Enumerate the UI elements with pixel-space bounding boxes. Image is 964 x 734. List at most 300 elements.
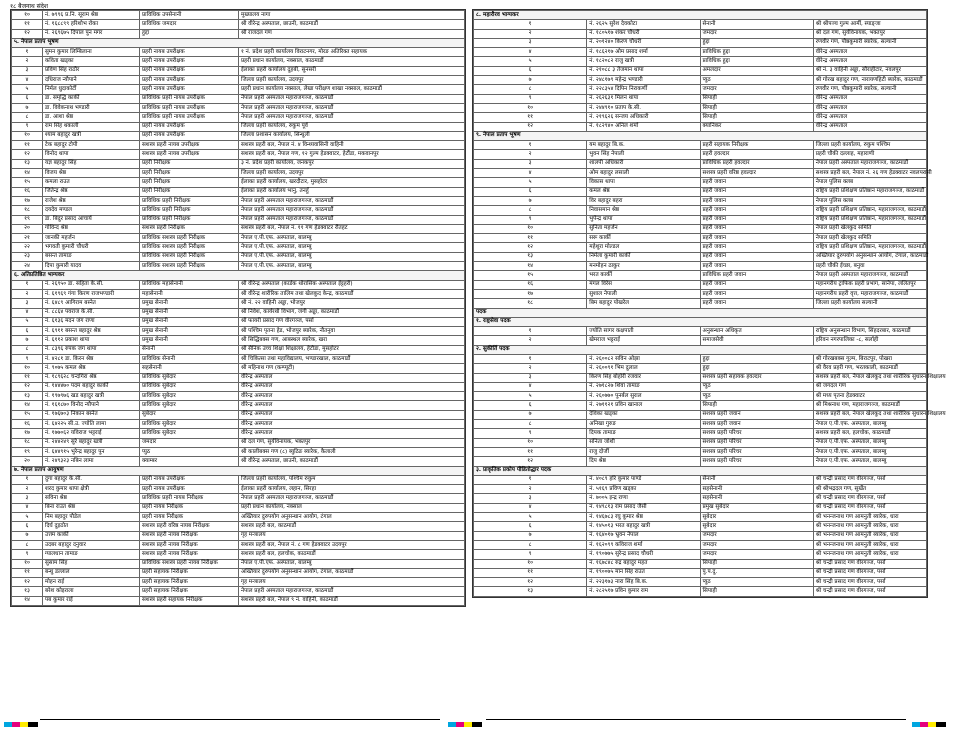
rank: सशस्त्र प्रहरी नायब निरीक्षक xyxy=(140,540,239,549)
row-number: २३ xyxy=(12,252,43,261)
table-row xyxy=(12,336,465,345)
table-row xyxy=(12,420,465,429)
row-number: ८ xyxy=(12,540,43,549)
row-number: ११ xyxy=(474,234,587,243)
table-row xyxy=(474,187,927,196)
recipient-name: डा. आशा श्रेष्ठ xyxy=(43,113,140,122)
recipient-name: बसन्त तामाङ xyxy=(43,252,140,261)
table-row xyxy=(474,206,927,215)
table-row xyxy=(12,494,465,503)
recipient-name: दिर्घ दुइठोत xyxy=(43,522,140,531)
recipient-name: कमल श्रेष्ठ xyxy=(587,187,700,196)
row-number: १८ xyxy=(12,206,43,215)
table-row xyxy=(12,429,465,438)
row-number: ४ xyxy=(474,503,587,512)
rank: सशस्त्र प्रहरी वरिष्ठ हवल्दार xyxy=(700,169,813,178)
row-number: ३ xyxy=(12,66,43,75)
table-row xyxy=(474,280,927,289)
row-number: ५ xyxy=(474,513,587,522)
recipient-name: बिम बहादुर पोखरेल xyxy=(587,299,700,308)
row-number: १६ xyxy=(474,280,587,289)
rank: प्रहरी जवान xyxy=(700,178,813,187)
table-row xyxy=(474,20,927,29)
recipient-name: सुसाम सिंह xyxy=(43,559,140,568)
rank: हुद्दा xyxy=(700,38,813,47)
rank: प्रहरी जवान xyxy=(700,243,813,252)
table-row xyxy=(12,252,465,261)
rank: प्राविधिक प्रहरी नायब उपरीक्षक xyxy=(140,94,239,103)
rank: प्रहरी जवान xyxy=(700,224,813,233)
rank: प्रहरी हवल्दार xyxy=(700,150,813,159)
rank: प्रहरी नायब उपरीक्षक xyxy=(140,48,239,57)
table-row xyxy=(12,131,465,140)
unit-office: ईलाका प्रहरी कार्यालय भानु, तनहुँ xyxy=(239,187,465,196)
unit-office: वीरेन्द्र अस्पताल xyxy=(813,94,926,103)
table-row xyxy=(12,85,465,94)
table-row xyxy=(12,513,465,522)
recipient-name: नं. ९०७५ कमल श्रेष्ठ xyxy=(43,364,140,373)
table-row xyxy=(474,271,927,280)
table-row xyxy=(474,494,927,503)
unit-office: प्रहरी चौकी ईच्छा, बनुवा xyxy=(813,262,926,271)
recipient-name: नं. २६००८२ सविन ओझा xyxy=(587,354,700,363)
left-column xyxy=(10,9,466,607)
table-row xyxy=(12,568,465,577)
table-row xyxy=(474,438,927,447)
unit-office: अख्तियार दुरुपयोग अनुसन्धान आयोग, टंगाल, काठमाडौं xyxy=(813,252,926,261)
unit-office: श्री राजदल गण xyxy=(239,29,465,38)
table-row xyxy=(12,94,465,103)
table-row xyxy=(12,141,465,150)
rank: प्रहरी जवान xyxy=(700,262,813,271)
unit-office: महानगरीय ट्राफिक प्रहरी प्रभाग, सानेपा, ललितपुर xyxy=(813,280,926,289)
row-number: ५ xyxy=(474,178,587,187)
rank: जमदार xyxy=(700,85,813,94)
unit-office: वीरेन्द्र अस्पताल xyxy=(239,382,465,391)
unit-office: सशस्त्र प्रहरी बल, नेपाल ९ नं. वाहिनी, काठमाडौं xyxy=(239,596,465,605)
row-number: १ xyxy=(12,475,43,484)
section-heading: ९. नेपाल प्रताप भूषण xyxy=(474,131,927,140)
row-number: १० xyxy=(12,559,43,568)
rank: सहसेनानी xyxy=(700,485,813,494)
row-number: ११ xyxy=(474,568,587,577)
section-heading-row xyxy=(12,466,465,475)
row-number: १२ xyxy=(12,29,43,38)
recipient-name: बरेश कोइराला xyxy=(43,587,140,596)
recipient-name: दिपा कुमारी यादव xyxy=(43,262,140,271)
rank: जमदार xyxy=(700,540,813,549)
unit-office: श्री मध्य पृतना हेडक्वाटर xyxy=(813,392,926,401)
unit-office: गृह मन्त्रालय xyxy=(239,578,465,587)
table-row xyxy=(474,169,927,178)
recipient-name: यज्ञ बहादुर सिंह xyxy=(43,159,140,168)
row-number: २ xyxy=(474,485,587,494)
table-row xyxy=(474,429,927,438)
row-number: ३ xyxy=(474,38,587,47)
table-row xyxy=(12,392,465,401)
table-row xyxy=(12,66,465,75)
unit-office: नेपाल ए.पी.एफ. अस्पताल, बालम्बु xyxy=(239,262,465,271)
table-row xyxy=(474,540,927,549)
recipient-name: बन्धु डल्लाल xyxy=(43,568,140,577)
unit-office: श्री निवेश, कार्यरथी विभाग, जंगी अड्डा, काठमाडौं xyxy=(239,308,465,317)
rank: सशस्त्र प्रहरी नायब उपरीक्षक xyxy=(140,141,239,150)
table-row xyxy=(12,289,465,298)
rank: प्राविधिक सुबेदार xyxy=(140,420,239,429)
rank: प्राविधिक सशस्त्र प्रहरी निरीक्षक xyxy=(140,262,239,271)
section-heading: ६. अतिप्रतिष्ठित भाग्यकर xyxy=(12,271,465,280)
rank: प्रमुख सेनानी xyxy=(140,327,239,336)
rank: हुद्दा xyxy=(700,354,813,363)
unit-office: वीरेन्द्र अस्पताल xyxy=(813,122,926,131)
unit-office: नेपाल प्रहरी अस्पताल महाराजगञ्ज, काठमाडौं xyxy=(239,196,465,205)
table-row xyxy=(474,252,927,261)
unit-office: श्री चन्द्री प्रसाद गण वीरगञ्ज, पर्सा xyxy=(813,568,926,577)
recipient-name: नं. १६१८७० विनोद न्यौपाने xyxy=(43,401,140,410)
rank: प्राविधिक जमदार xyxy=(140,20,239,29)
table-row xyxy=(474,447,927,456)
recipient-name: नं. १८२९४० अनिल शर्मा xyxy=(587,122,700,131)
table-row xyxy=(474,159,927,168)
rank: प्रहरी नायब उपरीक्षक xyxy=(140,76,239,85)
row-number: ८ xyxy=(474,420,587,429)
unit-office: नेपाल प्रहरी खेलकुद समिति xyxy=(813,224,926,233)
recipient-name: यम बहादुर बि.क. xyxy=(587,141,700,150)
rank: सुबेदार xyxy=(140,410,239,419)
row-number: १३ xyxy=(12,587,43,596)
recipient-name: निवासमान श्रेष्ठ xyxy=(587,206,700,215)
section-heading-row xyxy=(474,317,927,326)
rank: प्रहरी जवान xyxy=(700,299,813,308)
unit-office: वीरेन्द्र अस्पताल xyxy=(239,410,465,419)
row-number: १४ xyxy=(12,169,43,178)
unit-office: नेपाल प्रहरी अस्पताल महाराजगञ्ज, काठमाडौं xyxy=(239,587,465,596)
row-number: ७ xyxy=(474,76,587,85)
recipient-name: नं. ६१३६ मदन जंग राणा xyxy=(43,317,140,326)
table-row xyxy=(12,587,465,596)
rank: सशस्त्र प्रहरी जवान xyxy=(700,420,813,429)
recipient-name: भगवती कुमारी चौधरी xyxy=(43,243,140,252)
row-number: १२ xyxy=(474,122,587,131)
recipient-name: नं. ५१६९ प्रविण खड्का xyxy=(587,485,700,494)
rank: प्रहरी नायब उपरीक्षक xyxy=(140,122,239,131)
row-number: १० xyxy=(474,103,587,112)
recipient-name: नं. ७९९६ प्र.नि. सूराम श्रेष्ठ xyxy=(43,11,140,20)
row-number: १ xyxy=(474,475,587,484)
table-row xyxy=(12,401,465,410)
row-number: ५ xyxy=(474,392,587,401)
recipient-name: डा. बिदुर प्रसाद आचार्य xyxy=(43,215,140,224)
row-number: १५ xyxy=(12,410,43,419)
row-number: २ xyxy=(12,485,43,494)
table-row xyxy=(474,94,927,103)
table-row xyxy=(474,354,927,363)
rank: सशस्त्र प्रहरी सहायक निरीक्षक xyxy=(140,596,239,605)
unit-office: श्री चन्द्री प्रसाद गण वीरगञ्ज, पर्सा xyxy=(813,587,926,596)
row-number: ४ xyxy=(474,169,587,178)
row-number: १४ xyxy=(12,401,43,410)
table-row xyxy=(12,178,465,187)
recipient-name: सरू कार्की xyxy=(587,234,700,243)
unit-office: सशस्त्र प्रहरी बल, नेपाल नं. ११ गण हेडक्वाटर रौतहट xyxy=(239,224,465,233)
row-number: १ xyxy=(474,141,587,150)
row-number: ९ xyxy=(474,215,587,224)
row-number: ९ xyxy=(12,550,43,559)
unit-office: वीरेन्द्र अस्पताल xyxy=(239,392,465,401)
table-row xyxy=(474,38,927,47)
rank: प्रमुख सुबेदार xyxy=(700,503,813,512)
unit-office: सशस्त्र प्रहरी बल, नेपाल खेलकुद तथा शारीरिक सुधारन शिक्षालय xyxy=(813,410,926,419)
rank: प्राविधिक सुबेदार xyxy=(140,392,239,401)
unit-office: श्री भनन्जनाथ गण आमनुती ब्यारेक, धारा xyxy=(813,550,926,559)
table-row xyxy=(12,373,465,382)
rank: प्रहरी नायब उपरीक्षक xyxy=(140,66,239,75)
unit-office: श्री नं. ३ वाहिनी अड्डा, सौराहीटार, नवलपुर xyxy=(813,66,926,75)
recipient-name: शालपी अधिकारी xyxy=(587,159,700,168)
row-number: १ xyxy=(474,327,587,336)
unit-office: श्री चिकित्सा तथा महाविद्यालय, भण्डारखाल, काठमाडौं xyxy=(239,354,465,363)
recipient-name: नं. ४२८१ डा. किरन श्रेष्ठ xyxy=(43,354,140,363)
row-number: ४ xyxy=(12,503,43,512)
table-row xyxy=(12,11,465,20)
recipient-name: निम बहादुर पौडेल xyxy=(43,513,140,522)
unit-office: नेपाल प्रहरी अस्पताल महाराजगञ्ज, काठमाडौं xyxy=(239,113,465,122)
recipient-name: नं. २४९३२३ नबिन लामा xyxy=(43,457,140,466)
recipient-name: नं. ४०८९ हरि कुमार पाण्डे xyxy=(587,475,700,484)
recipient-name: कमला राउत xyxy=(43,178,140,187)
row-number: १ xyxy=(474,20,587,29)
rank: प्राविधिक प्रहरी जवान xyxy=(700,271,813,280)
section-heading: ३. प्राकृतिक प्रकोप पीडितोद्धार पदक xyxy=(474,466,927,475)
recipient-name: भुपेन्द्र थापा xyxy=(587,215,700,224)
row-number: १२ xyxy=(474,578,587,587)
recipient-name: अनिखा गुरुङ xyxy=(587,420,700,429)
unit-office: श्री कालीबक्स गण (८) ब्युठिङ ब्यारेक, कैलाली xyxy=(239,447,465,456)
row-number: ११ xyxy=(12,568,43,577)
row-number: १ xyxy=(474,354,587,363)
awards-table-right xyxy=(473,10,946,597)
table-row xyxy=(12,531,465,540)
recipient-name: प्रविण सिंह राठौर xyxy=(43,66,140,75)
unit-office: नेपाल प्रहरी अस्पताल महाराजगञ्ज, काठमाडौं xyxy=(813,159,926,168)
row-number: २ xyxy=(474,150,587,159)
rank: प्रमुख सेनानी xyxy=(140,299,239,308)
rank: हुद्दा xyxy=(140,29,239,38)
table-row xyxy=(474,522,927,531)
recipient-name: भरत कार्की xyxy=(587,271,700,280)
row-number: ७ xyxy=(12,103,43,112)
row-number: १२ xyxy=(12,382,43,391)
row-number: ४ xyxy=(12,76,43,85)
rank: प्रहरी नायब उपरीक्षक xyxy=(140,57,239,66)
unit-office: वीरेन्द्र अस्पताल xyxy=(239,401,465,410)
row-number: १८ xyxy=(12,438,43,447)
row-number: २४ xyxy=(12,262,43,271)
row-number: ८ xyxy=(474,540,587,549)
rank: जमदार xyxy=(700,531,813,540)
row-number: १४ xyxy=(12,596,43,605)
rank: प्राविधिक सुबेदार xyxy=(140,429,239,438)
section-heading-row xyxy=(12,271,465,280)
row-number: ३ xyxy=(474,494,587,503)
unit-office: श्री चन्द्री प्रसाद गण वीरगञ्ज, पर्सा xyxy=(813,578,926,587)
rank: प्राविधिक प्रहरी निरीक्षक xyxy=(140,215,239,224)
unit-office: जिल्ला प्रशासन कार्यालय, सिन्धुली xyxy=(239,131,465,140)
unit-office: श्री चन्द्री प्रसाद गण वीरगञ्ज, पर्सा xyxy=(813,559,926,568)
recipient-name: डा. समृद्धि कार्की xyxy=(43,94,140,103)
unit-office: नेपाल प्रहरी अस्पताल महाराजगञ्ज, काठमाडौं xyxy=(813,271,926,280)
recipient-name: टेक बहादुर टोपी xyxy=(43,141,140,150)
rank: सेनानी xyxy=(700,20,813,29)
section-heading: ५. नेपाल प्रताप भूषण xyxy=(12,38,465,47)
row-number: ४ xyxy=(474,382,587,391)
table-row xyxy=(12,262,465,271)
row-number: ३ xyxy=(474,159,587,168)
table-row xyxy=(474,457,927,466)
row-number: २ xyxy=(12,57,43,66)
row-number: १६ xyxy=(12,420,43,429)
rank: प्रमुख सेनानी xyxy=(140,308,239,317)
row-number: २० xyxy=(12,457,43,466)
section-heading: ७. नेपाल प्रताप आयुषण xyxy=(12,466,465,475)
recipient-name: नं. २१९६२६ सन्जय अधिकारी xyxy=(587,113,700,122)
unit-office: श्री चन्द्री प्रसाद गण वीरगञ्ज, पर्सा xyxy=(813,494,926,503)
table-row xyxy=(474,513,927,522)
table-row xyxy=(474,373,927,382)
recipient-name: महेशुरा मोल्डल xyxy=(587,243,700,252)
table-row xyxy=(474,289,927,298)
recipient-name: खेमराज भट्टराई xyxy=(587,336,700,345)
table-row xyxy=(12,475,465,484)
row-number: २ xyxy=(474,364,587,373)
recipient-name: भुवन सिंह नेपाली xyxy=(587,150,700,159)
table-row xyxy=(474,224,927,233)
rank: प्राविधिक उपसेनानी xyxy=(140,11,239,20)
row-number: ६ xyxy=(474,401,587,410)
rank: जमदार xyxy=(140,438,239,447)
rank: हुद्दा xyxy=(700,364,813,373)
row-number: २ xyxy=(474,29,587,38)
recipient-name: नं. १९०७७५ सुरेन्द्र प्रसाद चौधरी xyxy=(587,550,700,559)
unit-office: वीरेन्द्र अस्पताल xyxy=(813,103,926,112)
rank: प्राविधिक प्रहरी नायब निरीक्षक xyxy=(140,494,239,503)
unit-office: हरिवन नगरपालिका -८, सर्लाही xyxy=(813,336,926,345)
unit-office: श्री भनन्जनाथ गण आमनुती ब्यारेक, धारा xyxy=(813,513,926,522)
recipient-name: उदबर बहादुर दनुवार xyxy=(43,540,140,549)
section-heading-row xyxy=(12,38,465,47)
table-row xyxy=(474,578,927,587)
row-number: ११ xyxy=(12,373,43,382)
rank: प्राविधिक सुबेदार xyxy=(140,373,239,382)
rank: सशस्त्र प्रहरी परिचर xyxy=(700,457,813,466)
rank: प्राविधिक सशस्त्र प्रहरी निरीक्षक xyxy=(140,252,239,261)
recipient-name: श्याम बहादुर खत्री xyxy=(43,131,140,140)
row-number: ६ xyxy=(12,522,43,531)
rank: सेनानी xyxy=(140,345,239,354)
table-row xyxy=(474,103,927,112)
recipient-name: ओम बहादुर लसाली xyxy=(587,169,700,178)
section-heading-row xyxy=(474,466,927,475)
unit-office: जिल्ला प्रहरी कार्यालय, उदयपुर xyxy=(239,76,465,85)
unit-office: प्रहरी प्रधान कार्यालय नक्साल, लेखा परीक्षण शाखा नक्साल, काठमाडौं xyxy=(239,85,465,94)
recipient-name: जितेन्द्र श्रेष्ठ xyxy=(43,187,140,196)
section-heading-row xyxy=(474,345,927,354)
recipient-name: विजय श्रेष्ठ xyxy=(43,169,140,178)
table-row xyxy=(12,522,465,531)
unit-office: राष्ट्रिय अनुसन्धान विभाग, सिंहदरबार, काठमाडौं xyxy=(813,327,926,336)
rank: महासेनानी xyxy=(140,289,239,298)
recipient-name: राजु दोर्जी xyxy=(587,447,700,456)
rank: प्रहरी जवान xyxy=(700,196,813,205)
unit-office: प्रहरी प्रधान कार्यालय, नक्साल xyxy=(239,503,465,512)
table-row xyxy=(474,85,927,94)
recipient-name: गोविन्द श्रेष्ठ xyxy=(43,224,140,233)
recipient-name: नं. ८३९६ रुपक जंग थापा xyxy=(43,345,140,354)
recipient-name: नं. २४४९१० प्रताप के.सी. xyxy=(587,103,700,112)
unit-office: श्री महिनाथ गण (कम्प्यूटी) xyxy=(239,364,465,373)
table-row xyxy=(12,234,465,243)
unit-office: जिल्ला प्रहरी कार्यालय, उदयपुर xyxy=(239,169,465,178)
table-row xyxy=(474,113,927,122)
unit-office: सशस्त्र प्रहरी बल, काठमाडौं xyxy=(239,522,465,531)
unit-office: जिल्ला प्रहरी कार्यालय सल्यानी xyxy=(813,299,926,308)
rank: सशस्त्र प्रहरी परिचर xyxy=(700,447,813,456)
unit-office: जिल्ला प्रहरी कार्यालय, रुकुम पूर्व xyxy=(239,122,465,131)
table-row xyxy=(474,178,927,187)
rank: प्युठ xyxy=(700,76,813,85)
recipient-name: मोहन राई xyxy=(43,578,140,587)
rank: प्युठ xyxy=(700,382,813,391)
table-row xyxy=(12,243,465,252)
rank: सशस्त्र प्रहरी सहायक हवल्दार xyxy=(700,373,813,382)
table-row xyxy=(474,327,927,336)
unit-office: ३ नं. प्रदेश प्रहरी कार्यालय, जनकपुर xyxy=(239,159,465,168)
table-row xyxy=(12,169,465,178)
row-number: १२ xyxy=(12,578,43,587)
rank: प्युठ xyxy=(140,447,239,456)
unit-office: श्री वीरेन्द्र अस्पताल, छाउनी, काठमाडौं xyxy=(239,20,465,29)
row-number: १० xyxy=(12,11,43,20)
unit-office: सशस्त्र प्रहरी बल, हलचोक, काठमाडौं xyxy=(813,429,926,438)
table-row xyxy=(474,568,927,577)
row-number: ६ xyxy=(474,522,587,531)
table-row xyxy=(474,401,927,410)
unit-office: राष्ट्रिय प्रहरी प्रशिक्षण प्रतिष्ठान, महाराजगञ्ज, काठमाडौं xyxy=(813,206,926,215)
recipient-name: नं. १८९६२८ चन्दगिरा श्रेष्ठ xyxy=(43,373,140,382)
row-number: ६ xyxy=(474,66,587,75)
rank: प्रहरी नायब निरीक्षक xyxy=(140,513,239,522)
table-row xyxy=(474,141,927,150)
table-row xyxy=(12,410,465,419)
table-row xyxy=(12,299,465,308)
row-number: ४ xyxy=(12,308,43,317)
rank: सिपाही xyxy=(700,103,813,112)
unit-office: अख्तियार दुरुपयोग अनुसन्धान आयोग, टंगाल, काठमाडौं xyxy=(239,568,465,577)
recipient-name: निर्मला कुमारी कार्की xyxy=(587,252,700,261)
unit-office: श्री मिश्रनाथ गण, महाराजगञ्ज, काठमाडौं xyxy=(813,401,926,410)
page-header: १८ बैजनाथ संदेश xyxy=(10,3,48,10)
rank: सहसेनानी xyxy=(140,364,239,373)
rank: प्युठ xyxy=(700,578,813,587)
recipient-name: डा. विवेकनाथ भण्डारी xyxy=(43,103,140,112)
unit-office: प्रहरी प्रधान कार्यालय, नक्साल, काठमाडौं xyxy=(239,57,465,66)
row-number: ५ xyxy=(12,317,43,326)
recipient-name: नं. ६१९६९ गंगा किरण राजभण्डारी xyxy=(43,289,140,298)
rank: क्यानिकर xyxy=(700,122,813,131)
unit-office: श्री फायरी प्रसाद गण वीरगञ्ज, पर्सा xyxy=(239,317,465,326)
unit-office: श्री सिद्धिबक्स गण, आबस्थल ब्यारेक, खरा xyxy=(239,336,465,345)
table-row xyxy=(12,327,465,336)
